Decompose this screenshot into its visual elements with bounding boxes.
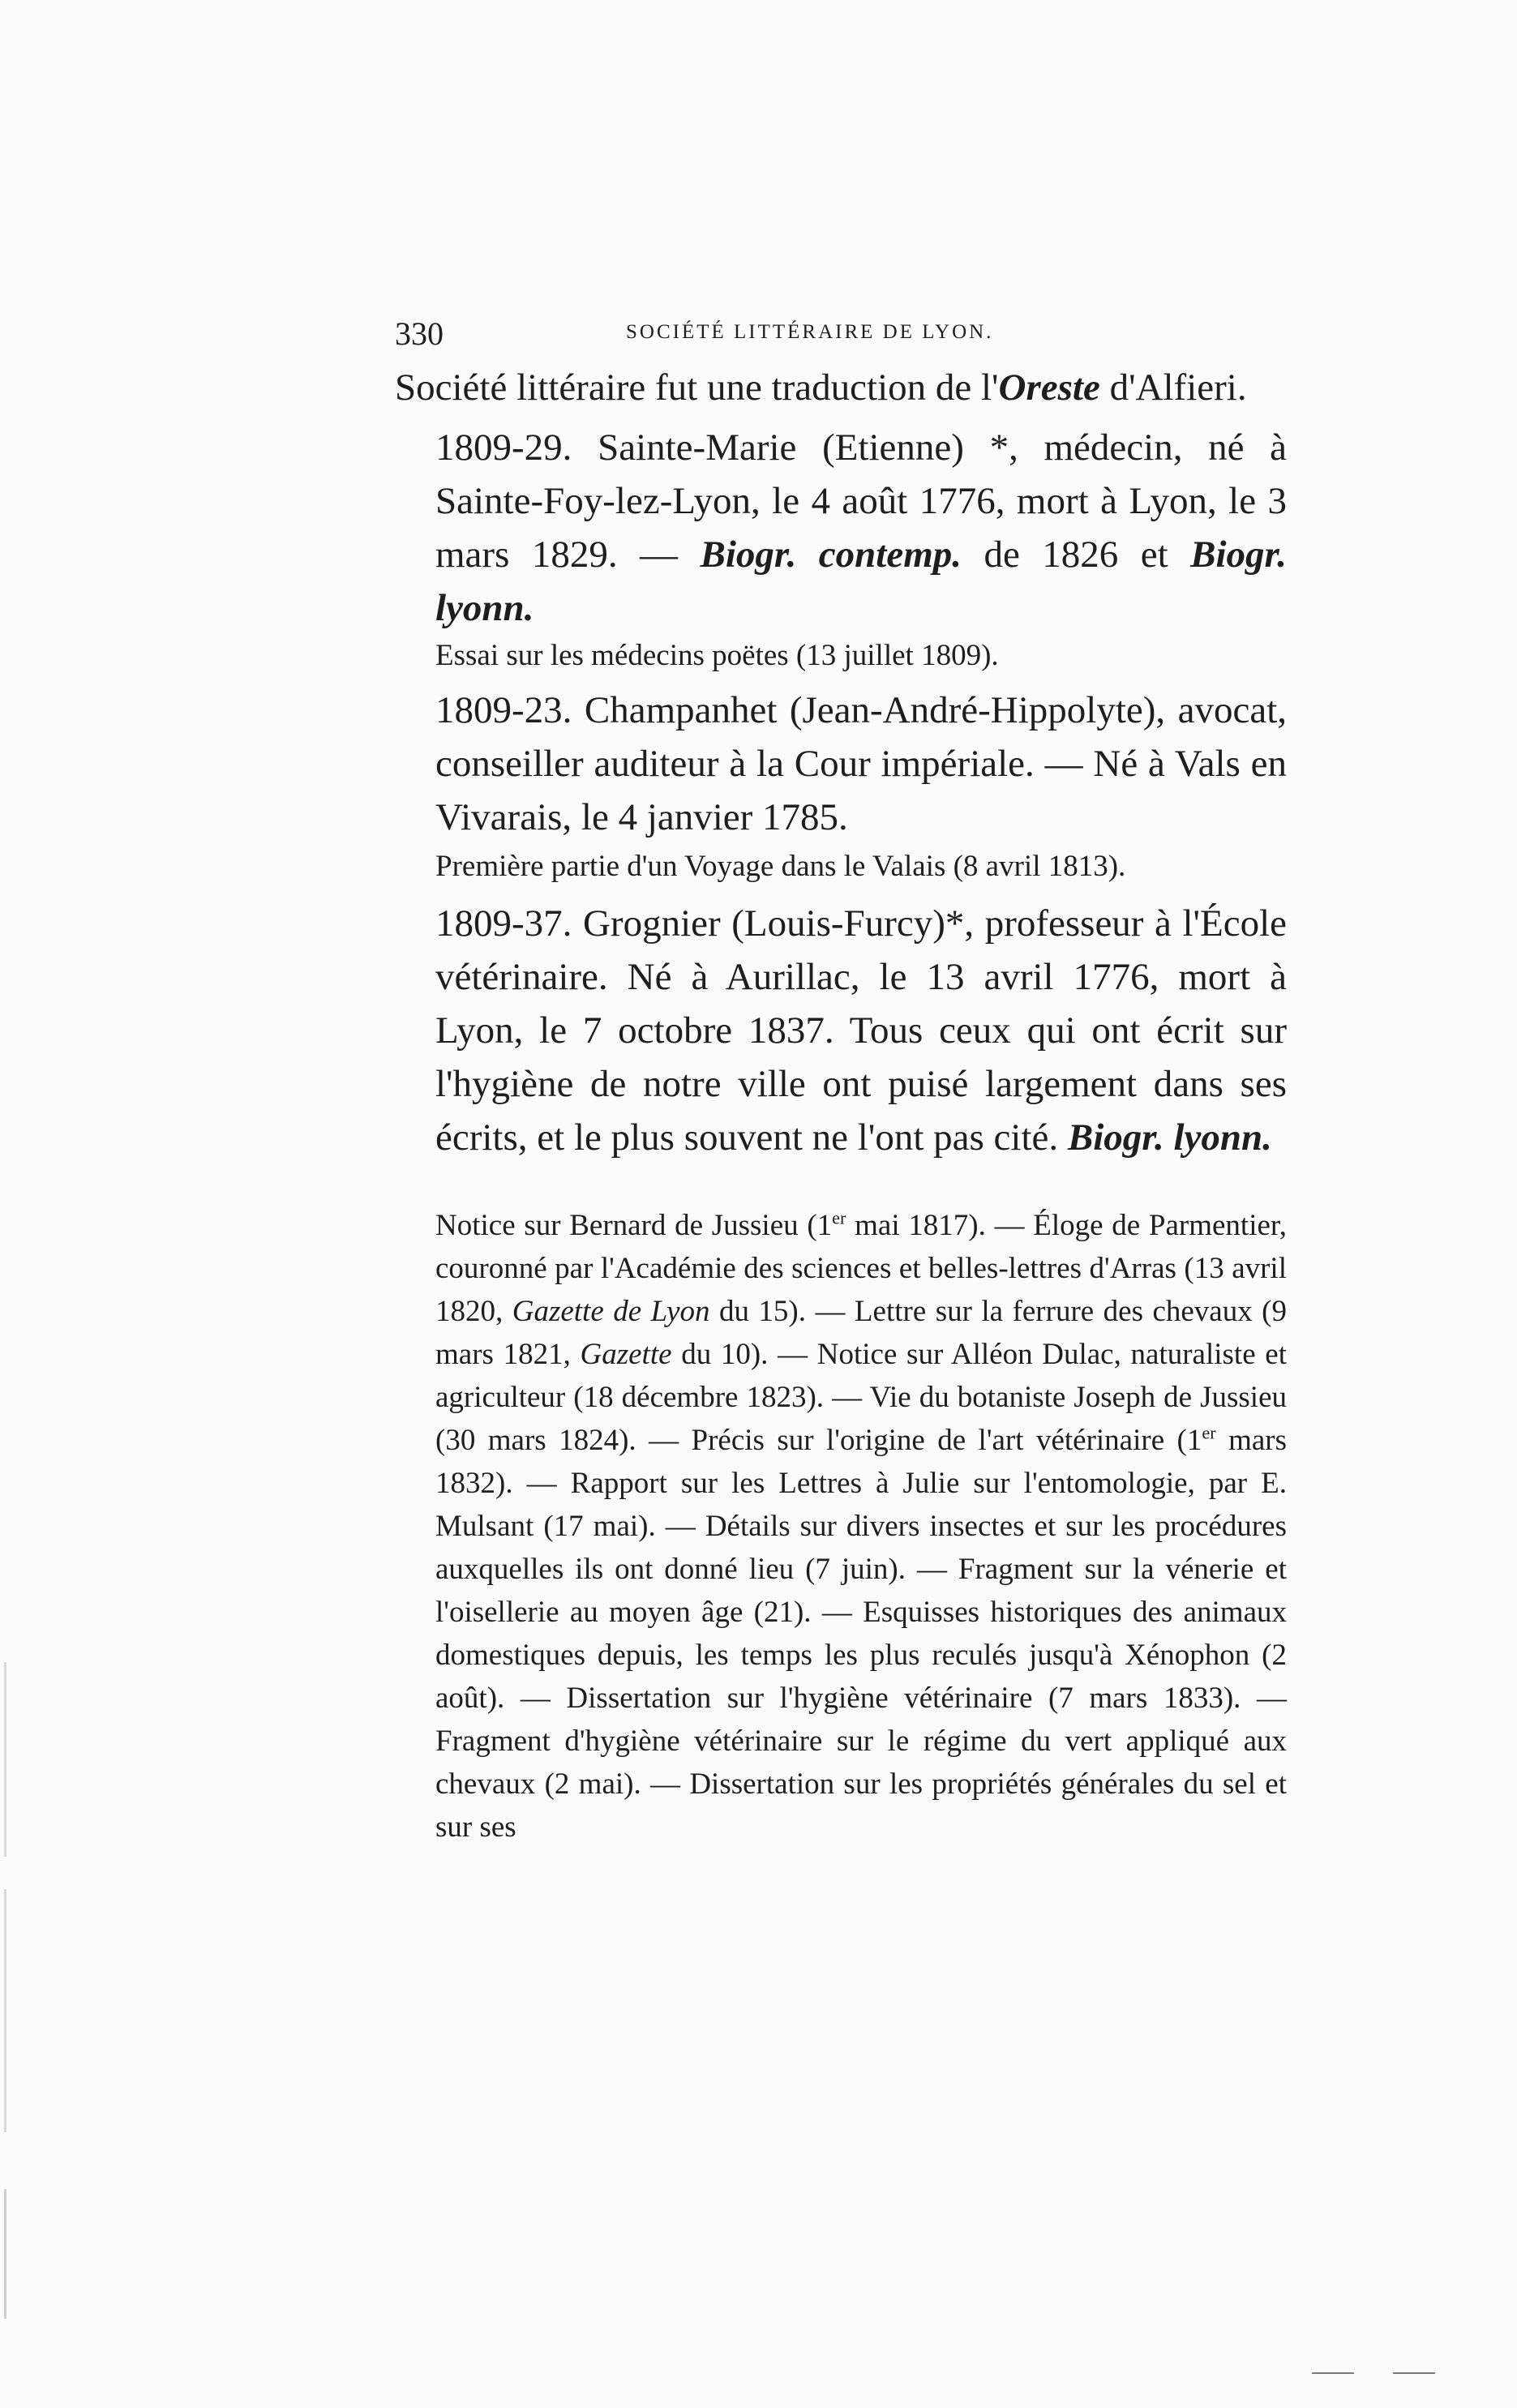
italic-title-oreste: Oreste	[998, 366, 1100, 409]
italic-reference: Gazette	[580, 1338, 672, 1371]
text-run: Notice sur Bernard de Jussieu (1	[435, 1209, 833, 1242]
running-head	[395, 315, 1299, 363]
paragraph-continuation	[395, 361, 1287, 414]
entry-sainte-marie	[395, 421, 1287, 635]
running-head-title: SOCIÉTÉ LITTÉRAIRE DE LYON.	[626, 321, 994, 343]
scan-edge-mark	[4, 1662, 6, 1857]
italic-reference: Biogr. lyonn.	[435, 533, 1287, 629]
text-run: d'Alfieri.	[1099, 366, 1247, 409]
text-run: 1809-29. Sainte-Marie (Etienne) *, médecin, né à Sainte-Foy-lez-Lyon, le 4 août 1776, mort à Lyon, le 3 mars 1829. —	[435, 426, 1287, 576]
italic-reference: Biogr. contemp.	[700, 533, 962, 576]
works-grognier	[395, 1204, 1287, 1849]
works-champanhet	[395, 845, 1287, 888]
superscript: er	[832, 1207, 846, 1228]
text-run: Société littéraire fut une traduction de l'	[395, 366, 999, 409]
page-number: 330	[395, 315, 444, 352]
scan-bottom-rule	[1312, 2372, 1354, 2374]
text-run: mai 1817). — Éloge de Parmentier, couronné par l'Académie des sciences et belles-lettres d'Arras (13 avril 1820,	[435, 1209, 1288, 1328]
italic-reference: Gazette de Lyon	[512, 1295, 710, 1328]
text-run: Première partie d'un Voyage dans le Valais (8 avril 1813).	[435, 850, 1126, 883]
entry-grognier	[395, 897, 1287, 1164]
text-run: Essai sur les médecins poëtes (13 juillet 1809).	[435, 639, 999, 672]
text-run: 1809-37. Grognier (Louis-Furcy)*, professeur à l'École vétérinaire. Né à Aurillac, le 13 avril 1776, mort à Lyon, le 7 octobre 1837. Tous ceux qui ont écrit sur l'hygiène de notre ville ont puisé largement dans ses écrits, et le plus souvent ne l'ont pas cité.	[435, 902, 1287, 1159]
entry-champanhet	[395, 683, 1287, 844]
scan-bottom-rule	[1393, 2372, 1435, 2374]
text-run: du 10). — Notice sur Alléon Dulac, naturaliste et agriculteur (18 décembre 1823). — Vie du botaniste Joseph de Jussieu (30 mars 1824). — Précis sur l'origine de l'art vétérinaire (1	[435, 1338, 1287, 1457]
works-sainte-marie	[395, 634, 1287, 677]
italic-reference: Biogr. lyonn.	[1067, 1116, 1272, 1159]
text-run: 1809-23. Champanhet (Jean-André-Hippolyte), avocat, conseiller auditeur à la Cour impériale. — Né à Vals en Vivarais, le 4 janvier 1785.	[435, 689, 1287, 838]
scan-edge-mark	[4, 2189, 6, 2319]
text-run: du 15). — Lettre sur la ferrure des chevaux (9 mars 1821,	[435, 1295, 1287, 1371]
superscript: er	[1202, 1422, 1216, 1443]
text-run: mars 1832). — Rapport sur les Lettres à Julie sur l'entomologie, par E. Mulsant (17 mai). — Détails sur divers insectes et sur les procédures auxquelles ils ont donné lieu (7 juin). — Fragment sur la vénerie et l'oisellerie au moyen âge (21). — Esquisses historiques des animaux domestiques depuis, les temps les plus reculés jusqu'à Xénophon (2 août). — Dissertation sur l'hygiène vétérinaire (7 mars 1833). — Fragment d'hygiène vétérinaire sur le régime du vert appliqué aux chevaux (2 mai). — Dissertation sur les propriétés générales du sel et sur ses	[435, 1424, 1287, 1844]
scan-edge-mark	[4, 1889, 6, 2132]
text-run: de 1826 et	[962, 533, 1191, 576]
